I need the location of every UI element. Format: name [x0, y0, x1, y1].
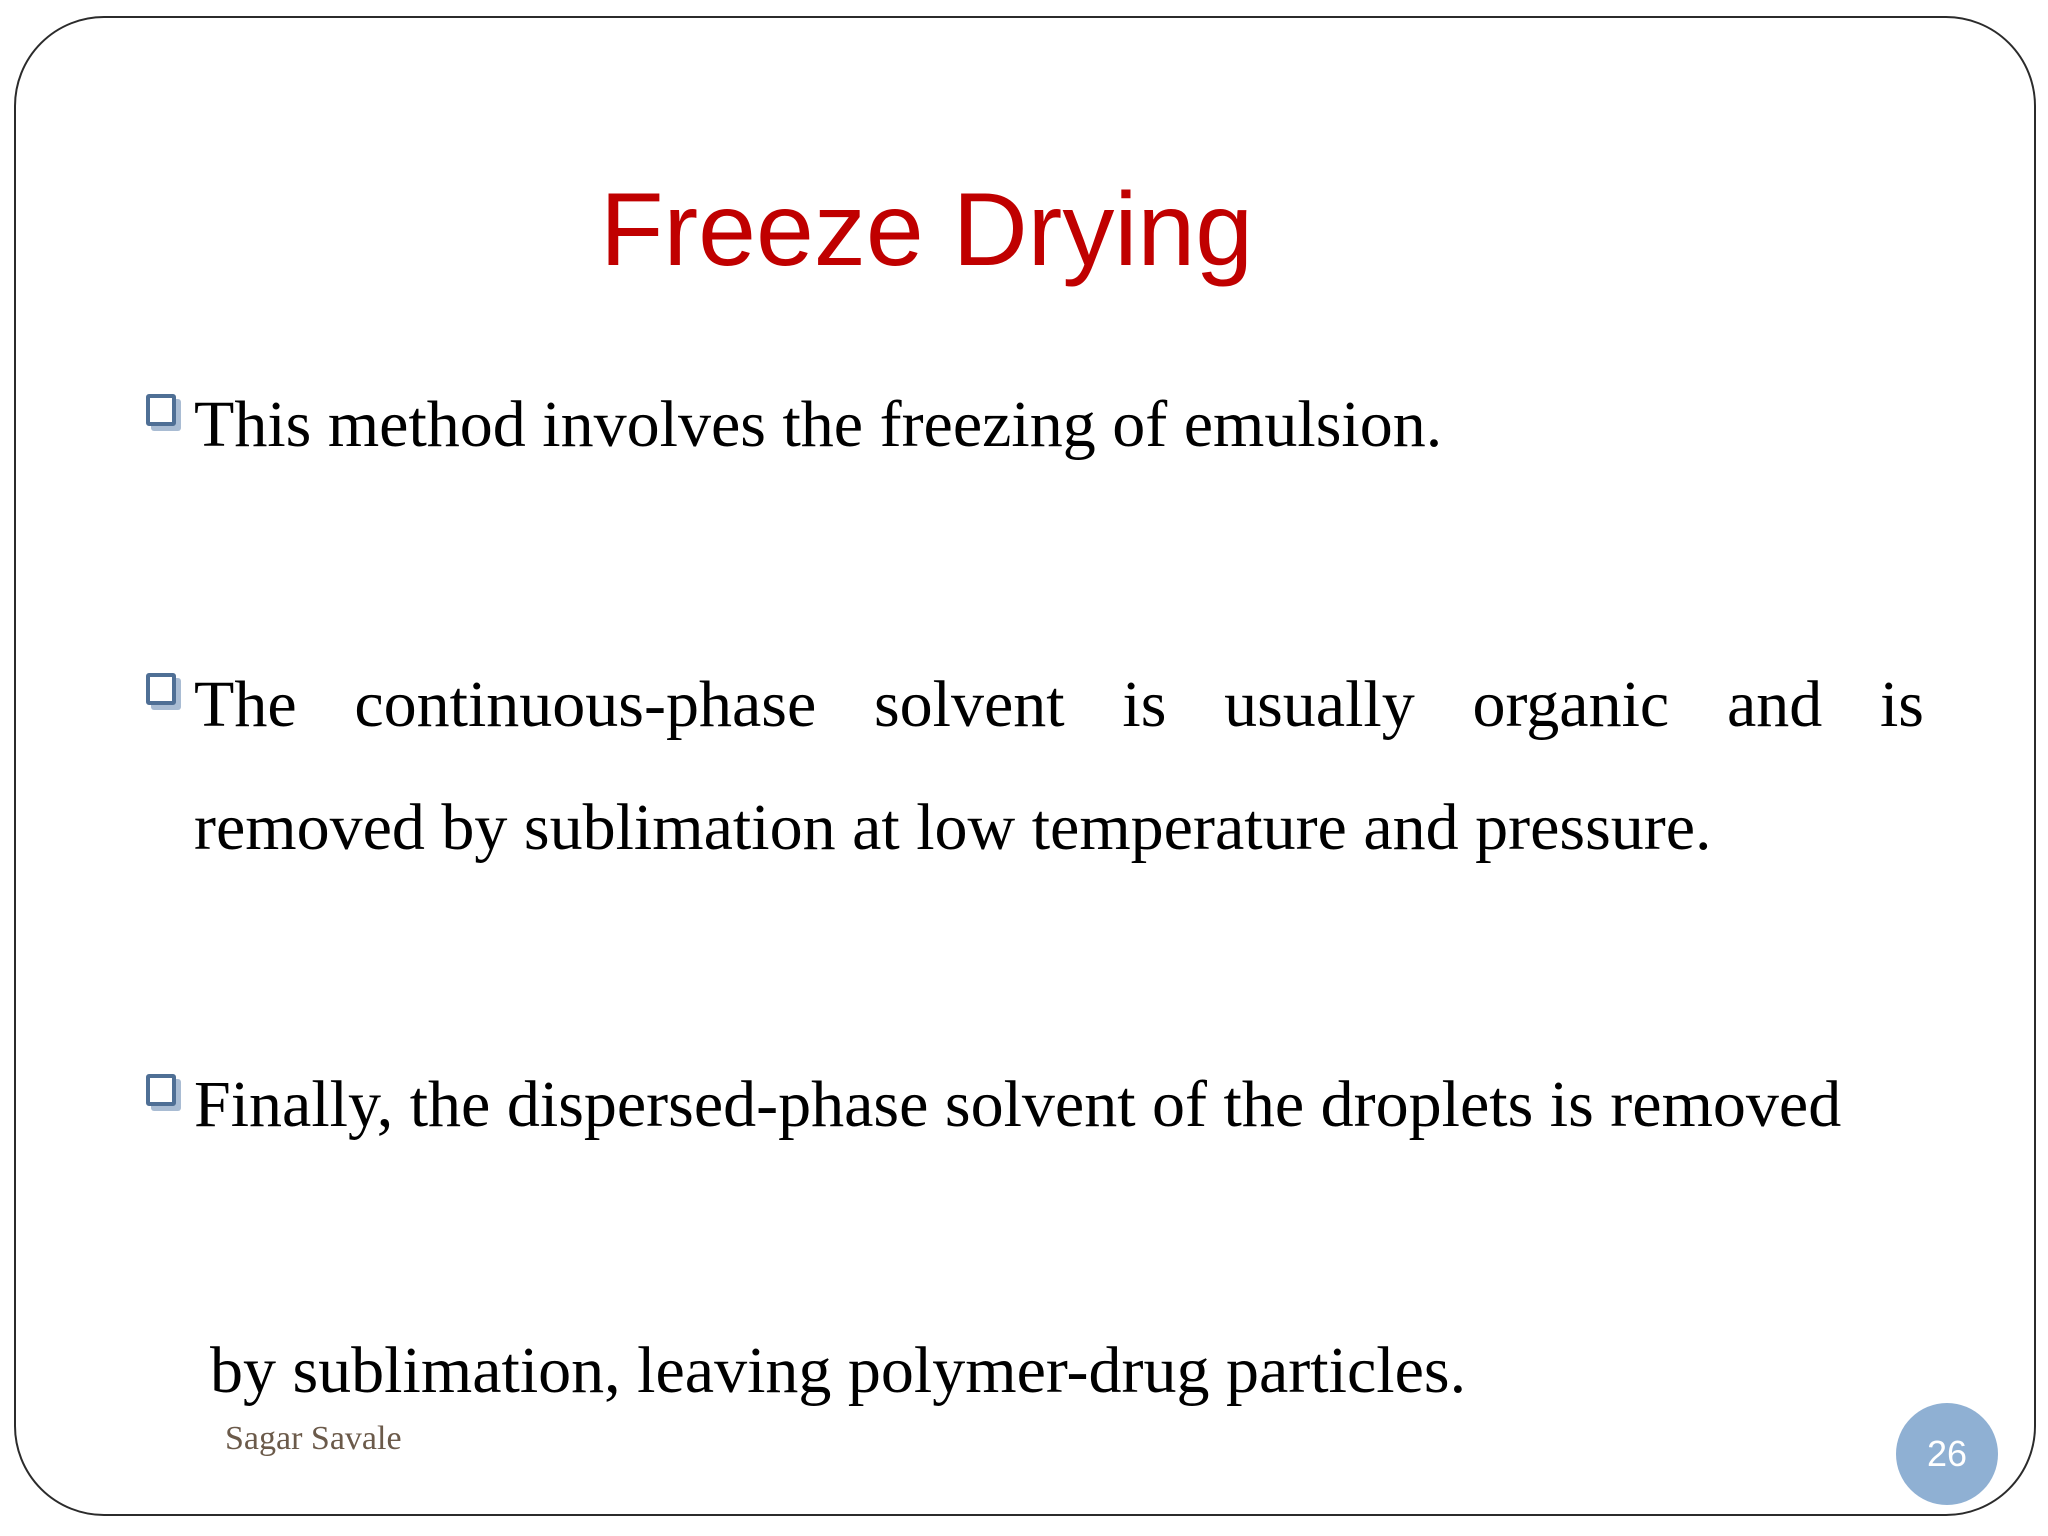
bullet-square-icon: [146, 394, 176, 426]
bullet-2-text-line-1: The continuous-phase solvent is usually organic and is: [194, 668, 1924, 741]
bullet-square-icon: [146, 1074, 176, 1106]
bullet-3-text-line-2: by sublimation, leaving polymer-drug particles.: [210, 1334, 1467, 1407]
bullet-1-text: This method involves the freezing of emulsion.: [194, 388, 1443, 461]
page-number-badge: [1896, 1403, 1998, 1505]
bullet-2-text-line-2: removed by sublimation at low temperature and pressure.: [194, 791, 1712, 864]
bullet-square-icon: [146, 673, 176, 705]
page-number: 26: [1926, 1433, 1968, 1474]
bullet-3-text-line-1: Finally, the dispersed-phase solvent of the droplets is removed: [194, 1068, 1842, 1141]
author-name: Sagar Savale: [225, 1420, 402, 1457]
slide-title: Freeze Drying: [600, 172, 1254, 288]
